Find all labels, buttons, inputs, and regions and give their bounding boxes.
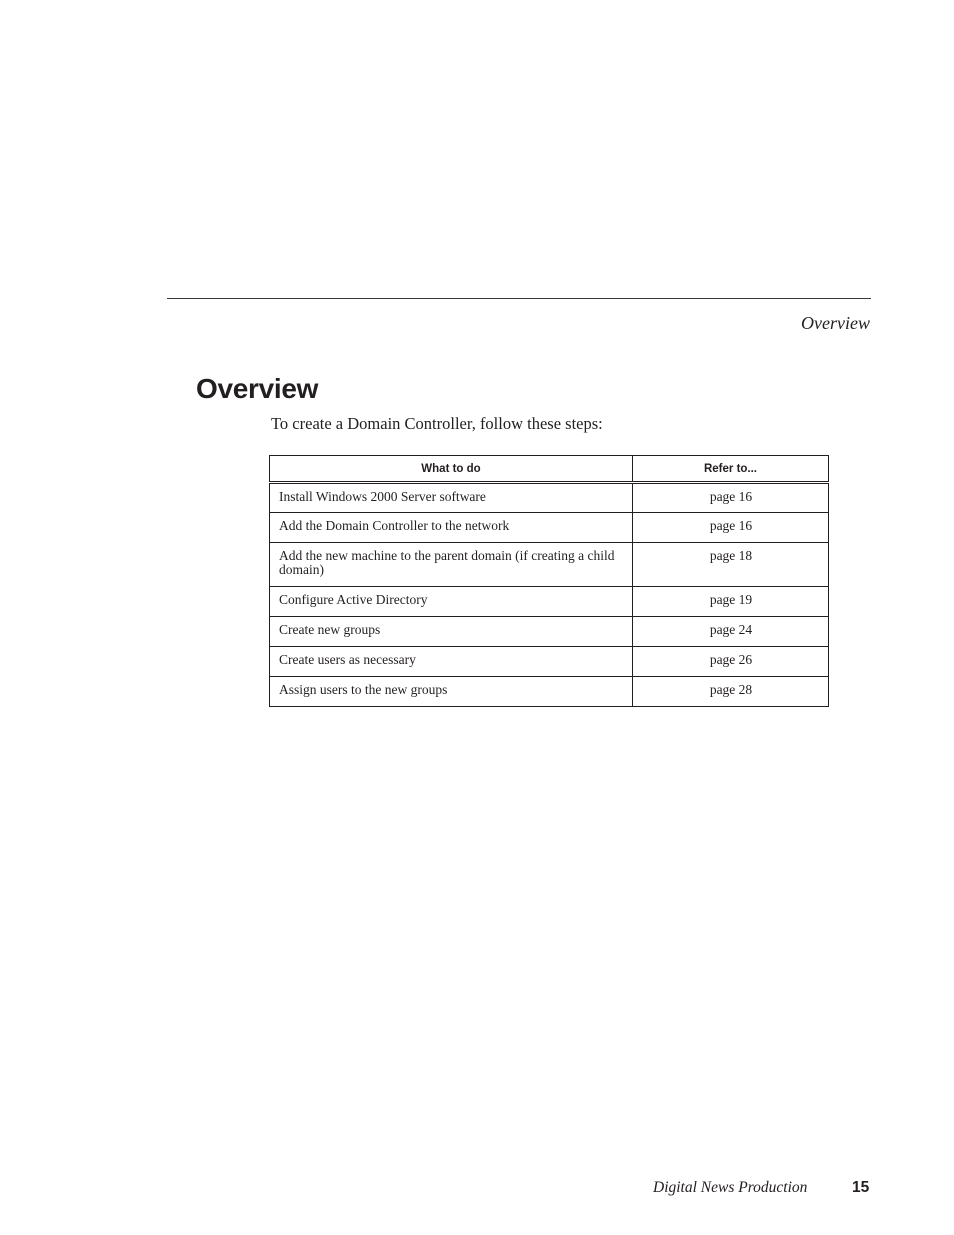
- page-reference[interactable]: page 26: [633, 647, 829, 677]
- page-reference[interactable]: page 16: [633, 483, 829, 513]
- page-reference[interactable]: page 16: [633, 513, 829, 543]
- footer-book-title: Digital News Production: [653, 1179, 808, 1196]
- table-row: [270, 647, 829, 677]
- table-row: [270, 513, 829, 543]
- task-cell: Assign users to the new groups: [270, 677, 633, 707]
- section-title: Overview: [196, 373, 319, 404]
- table-row: [270, 543, 829, 587]
- task-cell: Add the new machine to the parent domain (if creating a child domain): [270, 543, 633, 587]
- table-row: [270, 483, 829, 513]
- column-header-what-to-do: What to do: [270, 456, 633, 483]
- task-cell: Configure Active Directory: [270, 587, 633, 617]
- page-number: 15: [852, 1179, 870, 1196]
- page-reference[interactable]: page 24: [633, 617, 829, 647]
- task-cell: Create users as necessary: [270, 647, 633, 677]
- header-rule: [167, 298, 871, 299]
- intro-text: To create a Domain Controller, follow these steps:: [271, 414, 603, 433]
- task-cell: Add the Domain Controller to the network: [270, 513, 633, 543]
- table-row: [270, 617, 829, 647]
- table-row: [270, 587, 829, 617]
- task-cell: Install Windows 2000 Server software: [270, 483, 633, 513]
- steps-table: [269, 455, 829, 707]
- table-header-row: [270, 456, 829, 483]
- running-header: Overview: [801, 313, 870, 333]
- column-header-refer-to: Refer to...: [633, 456, 829, 483]
- table-row: [270, 677, 829, 707]
- page-reference[interactable]: page 28: [633, 677, 829, 707]
- page-reference[interactable]: page 19: [633, 587, 829, 617]
- task-cell: Create new groups: [270, 617, 633, 647]
- page-reference[interactable]: page 18: [633, 543, 829, 587]
